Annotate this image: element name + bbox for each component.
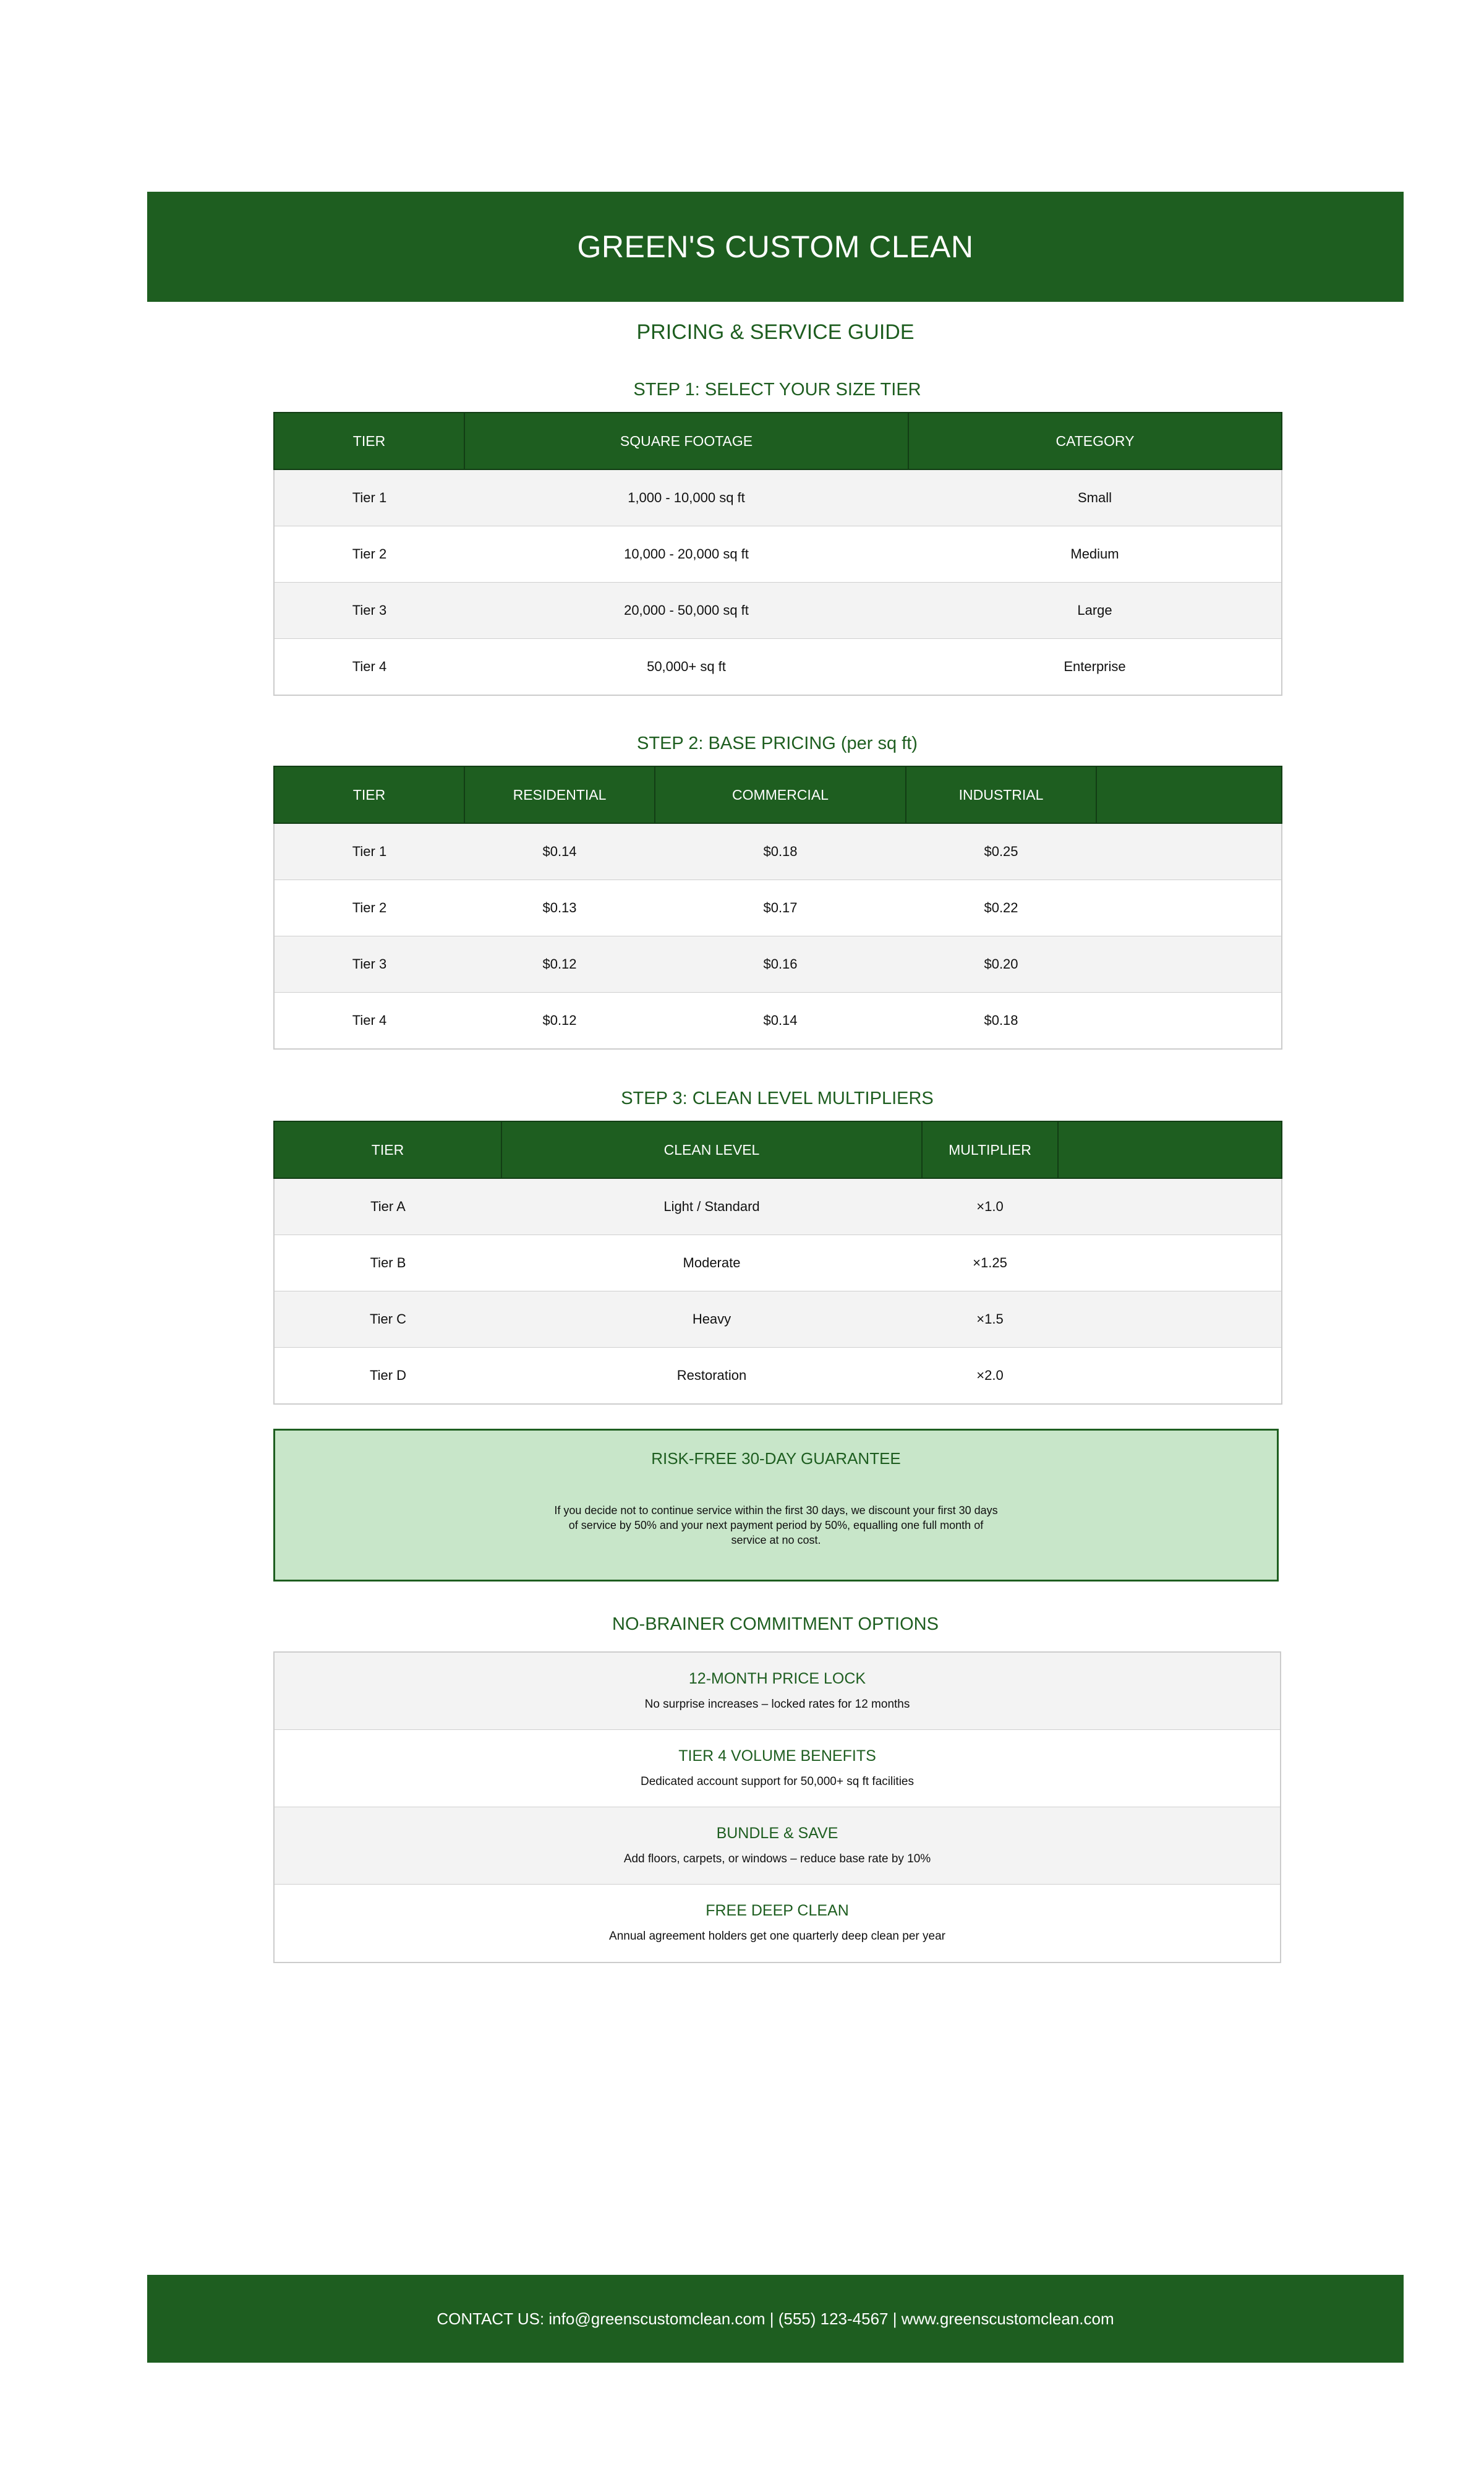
table-cell: $0.18: [655, 823, 906, 880]
table-row: [274, 823, 1282, 880]
step3-title: STEP 3: CLEAN LEVEL MULTIPLIERS: [621, 1089, 934, 1108]
table-cell-spacer: [1058, 1348, 1282, 1405]
step2-section: [273, 730, 1281, 1050]
size-tier-table: [273, 412, 1282, 696]
table-cell: $0.17: [655, 880, 906, 936]
table-row: [274, 469, 1282, 526]
table-cell: ×2.0: [922, 1348, 1058, 1405]
list-item: [275, 1653, 1280, 1730]
base-pricing-table: [273, 766, 1282, 1050]
table-cell: Moderate: [501, 1235, 922, 1291]
option-title: TIER 4 VOLUME BENEFITS: [678, 1747, 876, 1765]
table-cell: 10,000 - 20,000 sq ft: [464, 526, 908, 583]
column-header: MULTIPLIER: [922, 1121, 1058, 1178]
guarantee-box: [273, 1429, 1279, 1582]
table-cell: Tier 3: [274, 583, 464, 639]
list-item: [275, 1807, 1280, 1885]
table-cell-spacer: [1096, 993, 1282, 1050]
table-cell: $0.20: [906, 936, 1096, 993]
option-title: BUNDLE & SAVE: [716, 1825, 838, 1842]
table-cell-spacer: [1096, 936, 1282, 993]
step1-title: STEP 1: SELECT YOUR SIZE TIER: [633, 380, 921, 400]
table-row: [274, 936, 1282, 993]
table-cell: $0.25: [906, 823, 1096, 880]
column-header-spacer: [1058, 1121, 1282, 1178]
column-header: RESIDENTIAL: [464, 766, 655, 823]
table-cell: 1,000 - 10,000 sq ft: [464, 469, 908, 526]
table-cell: Heavy: [501, 1291, 922, 1348]
table-row: [274, 880, 1282, 936]
table-cell: Tier D: [274, 1348, 501, 1405]
pricing-document: [147, 192, 1404, 2356]
table-cell: Tier C: [274, 1291, 501, 1348]
table-cell: $0.14: [655, 993, 906, 1050]
column-header-spacer: [1096, 766, 1282, 823]
table-cell: $0.16: [655, 936, 906, 993]
option-description: Annual agreement holders get one quarterly deep clean per year: [609, 1930, 945, 1943]
table-cell: ×1.0: [922, 1178, 1058, 1235]
column-header: TIER: [274, 1121, 501, 1178]
table-cell: Tier A: [274, 1178, 501, 1235]
table-row: [274, 1348, 1282, 1405]
table-cell: Light / Standard: [501, 1178, 922, 1235]
column-header: CATEGORY: [908, 413, 1282, 469]
table-row: [274, 993, 1282, 1050]
table-row: [274, 1178, 1282, 1235]
step3-section: [273, 1085, 1281, 1405]
table-cell-spacer: [1058, 1291, 1282, 1348]
table-cell: Tier 3: [274, 936, 464, 993]
table-row: [274, 639, 1282, 696]
guide-title: PRICING & SERVICE GUIDE: [636, 320, 915, 344]
table-cell: Restoration: [501, 1348, 922, 1405]
table-cell: Tier B: [274, 1235, 501, 1291]
clean-level-table: [273, 1121, 1282, 1405]
list-item: [275, 1730, 1280, 1807]
table-cell: $0.22: [906, 880, 1096, 936]
table-cell: ×1.5: [922, 1291, 1058, 1348]
header-banner: [147, 192, 1404, 302]
table-cell: Tier 2: [274, 526, 464, 583]
table-header-row: [274, 1121, 1282, 1178]
step2-title: STEP 2: BASE PRICING (per sq ft): [637, 734, 918, 753]
table-cell-spacer: [1096, 823, 1282, 880]
footer-banner: [147, 2275, 1404, 2363]
commitment-options-list: [273, 1651, 1281, 1963]
brand-title: GREEN'S CUSTOM CLEAN: [577, 229, 974, 264]
table-cell: Tier 4: [274, 639, 464, 696]
table-cell-spacer: [1058, 1235, 1282, 1291]
table-cell: $0.12: [464, 936, 655, 993]
table-cell: Tier 2: [274, 880, 464, 936]
table-cell: 20,000 - 50,000 sq ft: [464, 583, 908, 639]
table-row: [274, 1235, 1282, 1291]
guarantee-title: RISK-FREE 30-DAY GUARANTEE: [651, 1449, 901, 1468]
table-cell: 50,000+ sq ft: [464, 639, 908, 696]
option-title: 12-MONTH PRICE LOCK: [688, 1670, 866, 1687]
table-cell: Tier 1: [274, 823, 464, 880]
commitment-title: NO-BRAINER COMMITMENT OPTIONS: [612, 1614, 939, 1634]
table-cell: $0.13: [464, 880, 655, 936]
table-cell: Medium: [908, 526, 1282, 583]
table-cell-spacer: [1096, 880, 1282, 936]
column-header: INDUSTRIAL: [906, 766, 1096, 823]
table-cell-spacer: [1058, 1178, 1282, 1235]
table-cell: Small: [908, 469, 1282, 526]
column-header: COMMERCIAL: [655, 766, 906, 823]
table-cell: $0.18: [906, 993, 1096, 1050]
column-header: CLEAN LEVEL: [501, 1121, 922, 1178]
option-title: FREE DEEP CLEAN: [706, 1902, 849, 1919]
option-description: Add floors, carpets, or windows – reduce base rate by 10%: [623, 1852, 931, 1865]
column-header: SQUARE FOOTAGE: [464, 413, 908, 469]
table-cell: $0.14: [464, 823, 655, 880]
table-row: [274, 1291, 1282, 1348]
table-cell: Tier 4: [274, 993, 464, 1050]
table-cell: Enterprise: [908, 639, 1282, 696]
table-row: [274, 583, 1282, 639]
list-item: [275, 1885, 1280, 1962]
guarantee-text: If you decide not to continue service within the first 30 days, we discount your first 30 days of service by 50% and your next payment period by 50%, equalling one full month of service at no cost.: [554, 1504, 998, 1546]
table-cell: Large: [908, 583, 1282, 639]
table-cell: ×1.25: [922, 1235, 1058, 1291]
contact-info: CONTACT US: info@greenscustomclean.com | (555) 123-4567 | www.greenscustomclean.com: [437, 2309, 1114, 2328]
table-cell: Tier 1: [274, 469, 464, 526]
column-header: TIER: [274, 413, 464, 469]
option-description: Dedicated account support for 50,000+ sq ft facilities: [640, 1775, 914, 1788]
table-header-row: [274, 766, 1282, 823]
column-header: TIER: [274, 766, 464, 823]
option-description: No surprise increases – locked rates for 12 months: [644, 1698, 910, 1711]
table-header-row: [274, 413, 1282, 469]
table-cell: $0.12: [464, 993, 655, 1050]
step1-section: [273, 376, 1281, 696]
table-row: [274, 526, 1282, 583]
